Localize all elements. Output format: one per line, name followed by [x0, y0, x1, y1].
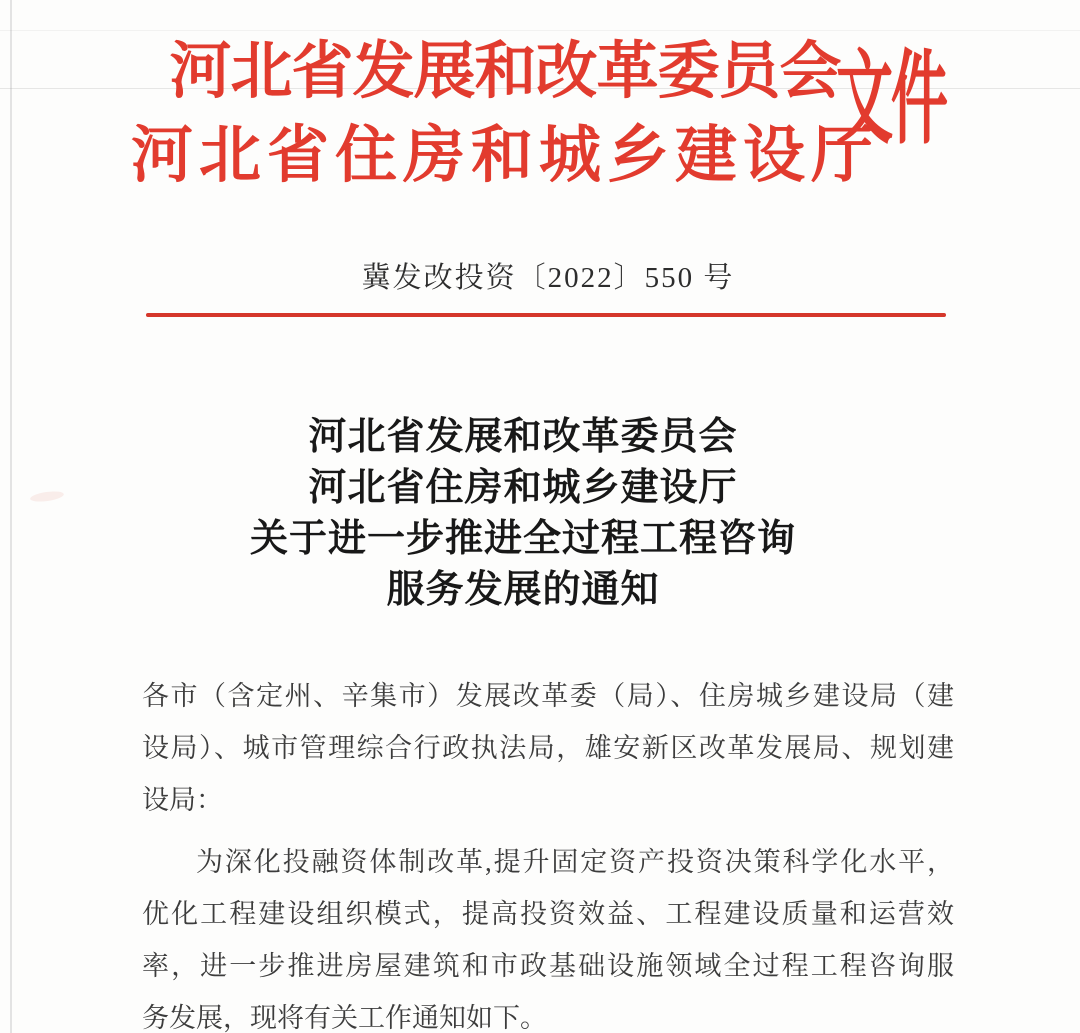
body-line: 设局： — [142, 785, 223, 815]
body-line: 设局）、城市管理综合行政执法局，雄安新区改革发展局、规划建 — [142, 733, 954, 763]
body-paragraph — [142, 670, 954, 826]
document-body — [142, 670, 954, 1033]
issuing-agency-2: 河北省住房和城乡建设厅 — [130, 122, 879, 190]
body-line: 务发展，现将有关工作通知如下。 — [142, 1003, 547, 1033]
body-paragraph — [142, 836, 954, 1033]
title-line: 河北省住房和城乡建设厅 — [308, 467, 738, 509]
title-line: 河北省发展和改革委员会 — [308, 416, 738, 458]
title-line: 关于进一步推进全过程工程咨询 — [249, 518, 796, 560]
red-divider-line — [146, 313, 946, 317]
body-line: 为深化投融资体制改革,提升固定资产投资决策科学化水平， — [196, 847, 954, 877]
body-line: 率，进一步推进房屋建筑和市政基础设施领域全过程工程咨询服 — [142, 951, 954, 981]
title-line: 服务发展的通知 — [386, 569, 660, 611]
doc-reference-number: 冀发改投资〔2022〕550 号 — [361, 262, 735, 294]
doc-type-label: 文件 — [836, 44, 946, 157]
body-line: 各市（含定州、辛集市）发展改革委（局）、住房城乡建设局（建 — [142, 681, 954, 711]
document-title — [0, 412, 1046, 616]
letterhead — [122, 30, 888, 198]
body-line: 优化工程建设组织模式，提高投资效益、工程建设质量和运营效 — [142, 899, 954, 929]
issuing-agency-1: 河北省发展和改革委员会 — [169, 38, 841, 106]
